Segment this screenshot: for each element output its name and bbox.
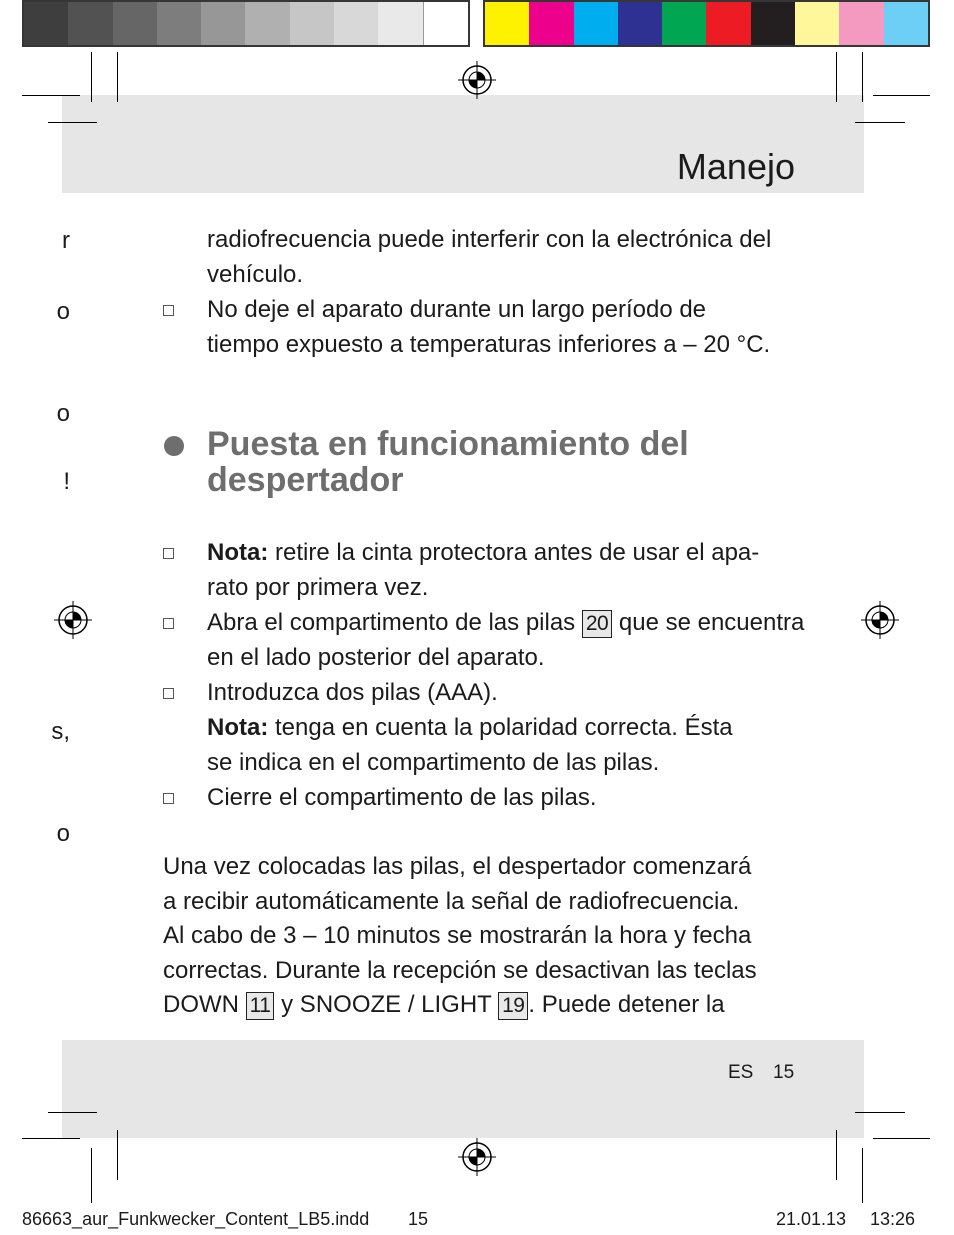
heading-line: Puesta en funcionamiento del xyxy=(207,425,689,463)
text-line: correctas. Durante la recepción se desactivan las teclas xyxy=(163,956,757,984)
registration-mark-icon xyxy=(53,600,93,640)
margin-fragment: ! xyxy=(63,468,70,495)
text-line: rato por primera vez. xyxy=(207,574,429,601)
grayscale-control-strip xyxy=(22,0,470,47)
crop-mark xyxy=(22,1138,80,1139)
text-span: y SNOOZE / LIGHT xyxy=(274,991,499,1019)
list-item: Introduzca dos pilas (AAA). xyxy=(207,679,498,706)
color-swatch xyxy=(245,2,289,45)
crop-mark xyxy=(91,52,92,102)
registration-mark-icon xyxy=(457,60,497,100)
slug-page: 15 xyxy=(408,1209,429,1229)
note-text: retire la cinta protectora antes de usar el apa- xyxy=(268,539,760,566)
color-swatch xyxy=(423,2,468,45)
square-bullet-icon xyxy=(163,688,174,699)
crop-mark xyxy=(855,122,905,123)
color-swatch xyxy=(706,2,750,45)
note-line xyxy=(207,710,804,745)
crop-mark xyxy=(873,95,930,96)
crop-mark xyxy=(117,1130,118,1180)
margin-fragment: r xyxy=(62,227,70,254)
color-swatch xyxy=(884,2,928,45)
registration-mark-icon xyxy=(860,600,900,640)
note-label: Nota: xyxy=(207,539,269,566)
color-swatch xyxy=(618,2,662,45)
square-bullet-icon xyxy=(163,548,174,559)
heading-bullet-icon xyxy=(164,436,184,456)
part-reference-box: 19 xyxy=(498,992,528,1020)
color-swatch xyxy=(795,2,839,45)
crop-mark xyxy=(862,52,863,102)
crop-mark xyxy=(117,52,118,102)
text-line: tiempo expuesto a temperaturas inferiores a – 20 °C. xyxy=(207,331,771,358)
color-swatch xyxy=(839,2,883,45)
part-reference-box: 20 xyxy=(582,610,612,638)
step-text: Abra el compartimento de las pilas xyxy=(207,609,582,636)
process-color-control-strip xyxy=(483,0,930,47)
list-item xyxy=(207,605,804,640)
text-line: Una vez colocadas las pilas, el despertador comenzará xyxy=(163,853,752,880)
color-swatch xyxy=(201,2,245,45)
square-bullet-icon xyxy=(163,305,174,316)
text-line: vehículo. xyxy=(207,261,304,288)
square-bullet-icon xyxy=(163,618,174,629)
text-line xyxy=(163,988,757,1023)
registration-mark-icon xyxy=(457,1137,497,1177)
heading-line: despertador xyxy=(207,461,404,499)
margin-fragment: s, xyxy=(51,718,70,745)
body-paragraph xyxy=(163,850,757,1023)
color-swatch xyxy=(334,2,378,45)
color-swatch xyxy=(290,2,334,45)
text-span: . Puede detener la xyxy=(528,991,725,1019)
color-swatch xyxy=(751,2,795,45)
color-swatch xyxy=(485,2,529,45)
slug-date: 21.01.13 xyxy=(776,1209,847,1229)
crop-mark xyxy=(855,1112,905,1113)
crop-mark xyxy=(836,1130,837,1180)
section-heading xyxy=(207,426,689,498)
page-title: Manejo xyxy=(676,146,795,187)
margin-fragment: o xyxy=(56,820,70,847)
color-swatch xyxy=(68,2,112,45)
margin-fragment: o xyxy=(56,298,70,325)
footer-language: ES xyxy=(728,1062,754,1083)
color-swatch xyxy=(574,2,618,45)
text-line: a recibir automáticamente la señal de radiofrecuencia. xyxy=(163,887,740,915)
crop-mark xyxy=(836,52,837,102)
text-line: Al cabo de 3 – 10 minutos se mostrarán la hora y fecha xyxy=(163,922,752,950)
crop-mark xyxy=(48,122,97,123)
note-label: Nota: xyxy=(207,714,269,741)
color-swatch xyxy=(24,2,68,45)
crop-mark xyxy=(22,95,80,96)
color-swatch xyxy=(662,2,706,45)
setup-steps-list xyxy=(207,535,804,815)
color-swatch xyxy=(378,2,422,45)
text-span: DOWN xyxy=(163,991,246,1019)
crop-mark xyxy=(862,1148,863,1203)
note-text: tenga en cuenta la polaridad correcta. Ésta xyxy=(268,714,733,741)
slug-time: 13:26 xyxy=(870,1209,916,1229)
color-swatch xyxy=(113,2,157,45)
part-reference-box: 11 xyxy=(246,992,275,1020)
footer-page-number: 15 xyxy=(773,1062,795,1083)
text-line: No deje el aparato durante un largo período de xyxy=(207,296,707,323)
slug-filename: 86663_aur_Funkwecker_Content_LB5.indd xyxy=(22,1209,370,1229)
crop-mark xyxy=(91,1148,92,1203)
margin-fragment: o xyxy=(56,400,70,427)
list-item: Cierre el compartimento de las pilas. xyxy=(207,784,597,811)
text-line: se indica en el compartimento de las pilas. xyxy=(207,749,660,776)
step-text: que se encuentra xyxy=(612,609,805,636)
color-swatch xyxy=(529,2,573,45)
text-line: radiofrecuencia puede interferir con la electrónica del xyxy=(207,226,772,253)
list-item xyxy=(207,535,804,570)
crop-mark xyxy=(873,1138,930,1139)
crop-mark xyxy=(48,1112,97,1113)
color-swatch xyxy=(157,2,201,45)
square-bullet-icon xyxy=(163,793,174,804)
text-line: en el lado posterior del aparato. xyxy=(207,644,545,671)
footer-band xyxy=(62,1040,864,1138)
intro-text xyxy=(207,222,771,362)
